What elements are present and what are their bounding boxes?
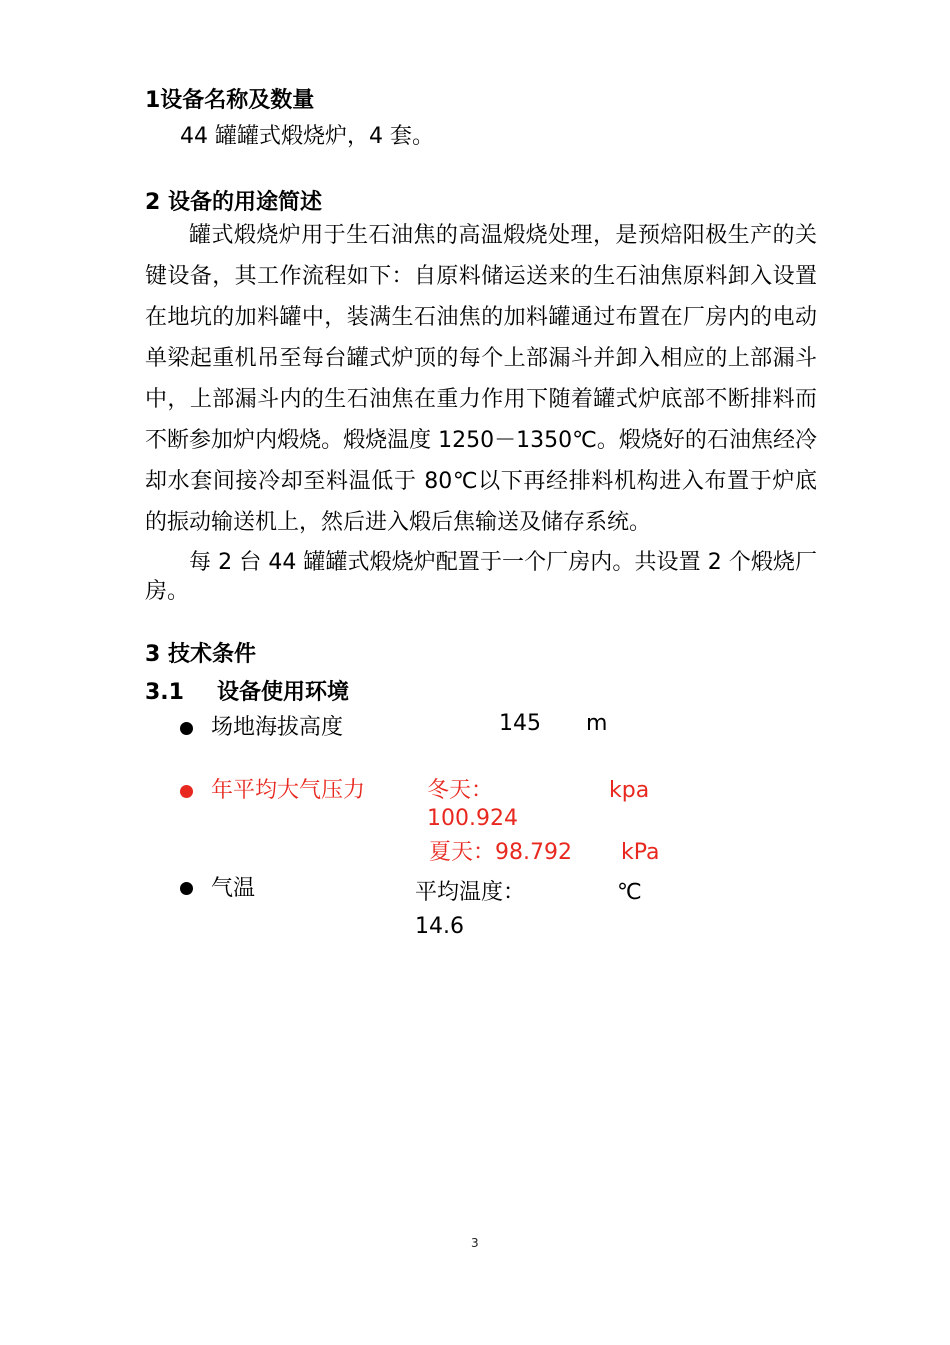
subsection-3-1-title: 设备使用环境 — [217, 680, 350, 705]
temperature-unit: ℃ — [617, 880, 642, 905]
page-number: 3 — [471, 1236, 479, 1250]
section-2-heading: 2 设备的用途简述 — [145, 190, 322, 215]
pressure-summer-unit: kPa — [621, 840, 660, 865]
subsection-3-1-number: 3.1 — [145, 680, 184, 705]
section-1-content: 44 罐罐式煅烧炉，4 套。 — [180, 124, 434, 149]
section-2-paragraph-1: 罐式煅烧炉用于生石油焦的高温煅烧处理，是预焙阳极生产的关键设备，其工作流程如下：自原料储运送来的生石油焦原料卸入设置在地坑的加料罐中，装满生石油焦的加料罐通过布置在厂房内的电动单梁起重机吊至每台罐式炉顶的每个上部漏斗并卸入相应的上部漏斗中，上部漏斗内的生石油焦在重力作用下随着罐式炉底部不断排料而不断参加炉内煅烧。煅烧温度 1250－1350℃。煅烧好的石油焦经冷却水套间接冷却至料温低于 80℃以下再经排料机构进入布置于炉底的振动输送机上，然后进入煅后焦输送及储存系统。 — [145, 223, 817, 535]
bullet-icon — [180, 882, 193, 895]
pressure-winter-unit: kpa — [609, 778, 650, 803]
pressure-label: 年平均大气压力 — [211, 778, 366, 803]
pressure-winter-value: 100.924 — [427, 806, 518, 831]
section-3-heading: 3 技术条件 — [145, 642, 256, 667]
altitude-label: 场地海拔高度 — [211, 715, 344, 740]
pressure-winter-label: 冬天： — [427, 778, 494, 803]
section-1-heading: 1设备名称及数量 — [145, 88, 315, 113]
altitude-value: 145 — [499, 711, 541, 736]
altitude-unit: m — [586, 711, 608, 736]
temperature-label: 气温 — [211, 876, 256, 901]
temperature-avg-value: 14.6 — [415, 914, 464, 939]
bullet-icon — [180, 722, 193, 735]
section-2-paragraph-2: 每 2 台 44 罐罐式煅烧炉配置于一个厂房内。共设置 2 个煅烧厂房。 — [145, 550, 817, 604]
bullet-icon — [180, 785, 193, 798]
temperature-avg-label: 平均温度： — [415, 880, 526, 905]
pressure-summer: 夏天：98.792 — [429, 840, 572, 865]
